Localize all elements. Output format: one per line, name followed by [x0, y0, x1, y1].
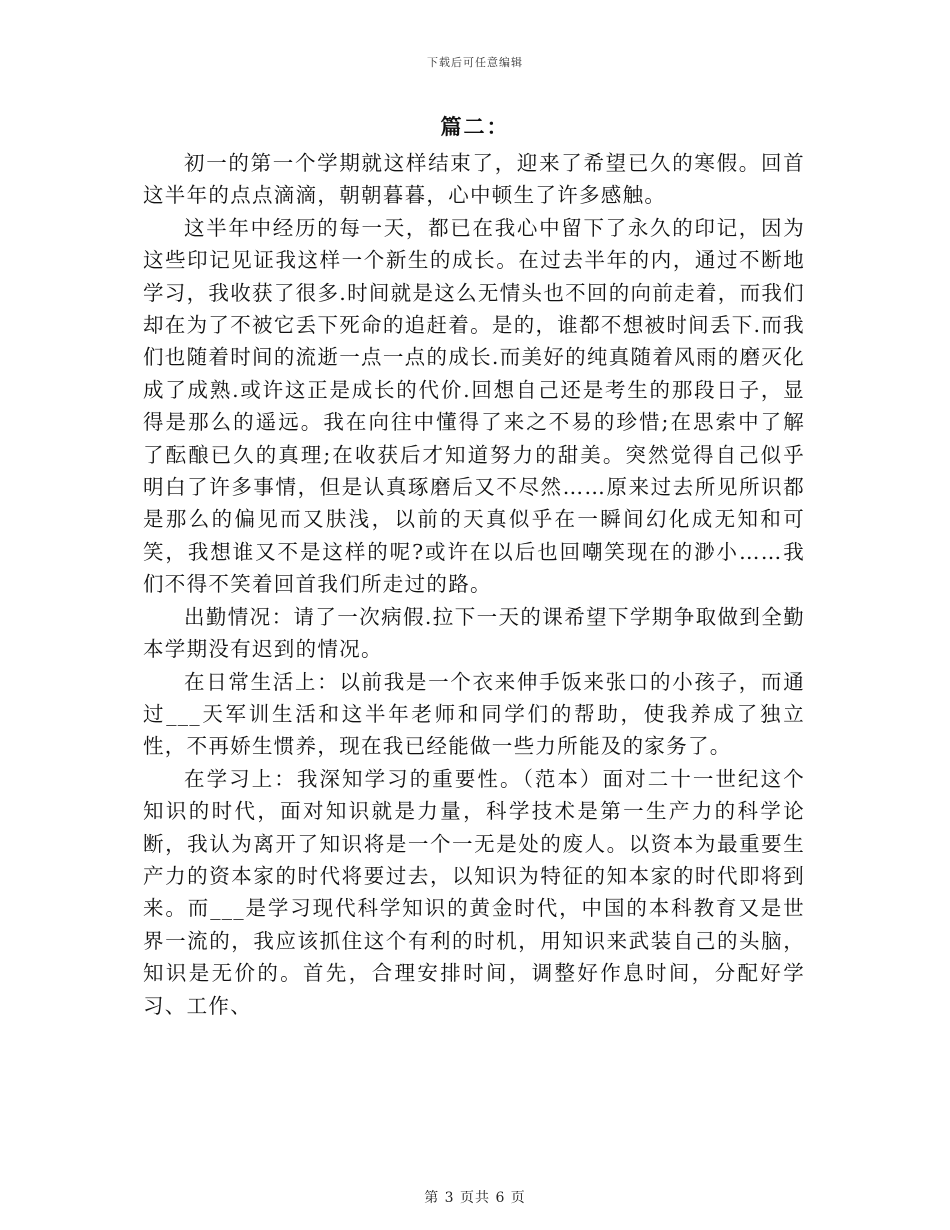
header-note: 下载后可任意编辑	[427, 56, 523, 69]
paragraph-reflection: 这半年中经历的每一天，都已在我心中留下了永久的印记，因为这些印记见证我这样一个新生的成长。在过去半年的内，通过不断地学习，我收获了很多.时间就是这么无情头也不回的向前走着，而我们却在为了不被它丢下死命的追赶着。是的，谁都不想被时间丢下.而我们也随着时间的流逝一点一点的成长.而美好的纯真随着风雨的磨灭化成了成熟.或许这正是成长的代价.回想自己还是考生的那段日子，显得是那么的遥远。我在向往中懂得了来之不易的珍惜;在思索中了解了酝酿已久的真理;在收获后才知道努力的甜美。突然觉得自己似乎明白了许多事情，但是认真琢磨后又不尽然……原来过去所见所识都是那么的偏见而又肤浅，以前的天真似乎在一瞬间幻化成无知和可笑，我想谁又不是这样的呢?或许在以后也回嘲笑现在的渺小……我们不得不笑着回首我们所走过的路。	[143, 215, 805, 597]
document-title: 篇二：	[440, 114, 510, 139]
paragraph-study: 在学习上：我深知学习的重要性。（范本）面对二十一世纪这个知识的时代，面对知识就是力量，科学技术是第一生产力的科学论断，我认为离开了知识将是一个一无是处的废人。以资本为最重要生产力的资本家的时代将要过去，以知识为特征的知本家的时代即将到来。而___是学习现代科学知识的黄金时代，中国的本科教育又是世界一流的，我应该抓住这个有利的时机，用知识来武装自己的头脑，知识是无价的。首先，合理安排时间，调整好作息时间，分配好学习、工作、	[143, 766, 805, 1018]
document-body	[143, 147, 805, 1022]
paragraph-intro: 初一的第一个学期就这样结束了，迎来了希望已久的寒假。回首这半年的点点滴滴，朝朝暮暮，心中顿生了许多感触。	[143, 151, 805, 208]
page-number: 第 3 页共 6 页	[424, 1190, 526, 1206]
paragraph-daily-life: 在日常生活上：以前我是一个衣来伸手饭来张口的小孩子，而通过___天军训生活和这半年老师和同学们的帮助，使我养成了独立性，不再娇生惯养，现在我已经能做一些力所能及的家务了。	[143, 669, 805, 759]
paragraph-attendance: 出勤情况：请了一次病假.拉下一天的课希望下学期争取做到全勤本学期没有迟到的情况。	[143, 604, 805, 662]
